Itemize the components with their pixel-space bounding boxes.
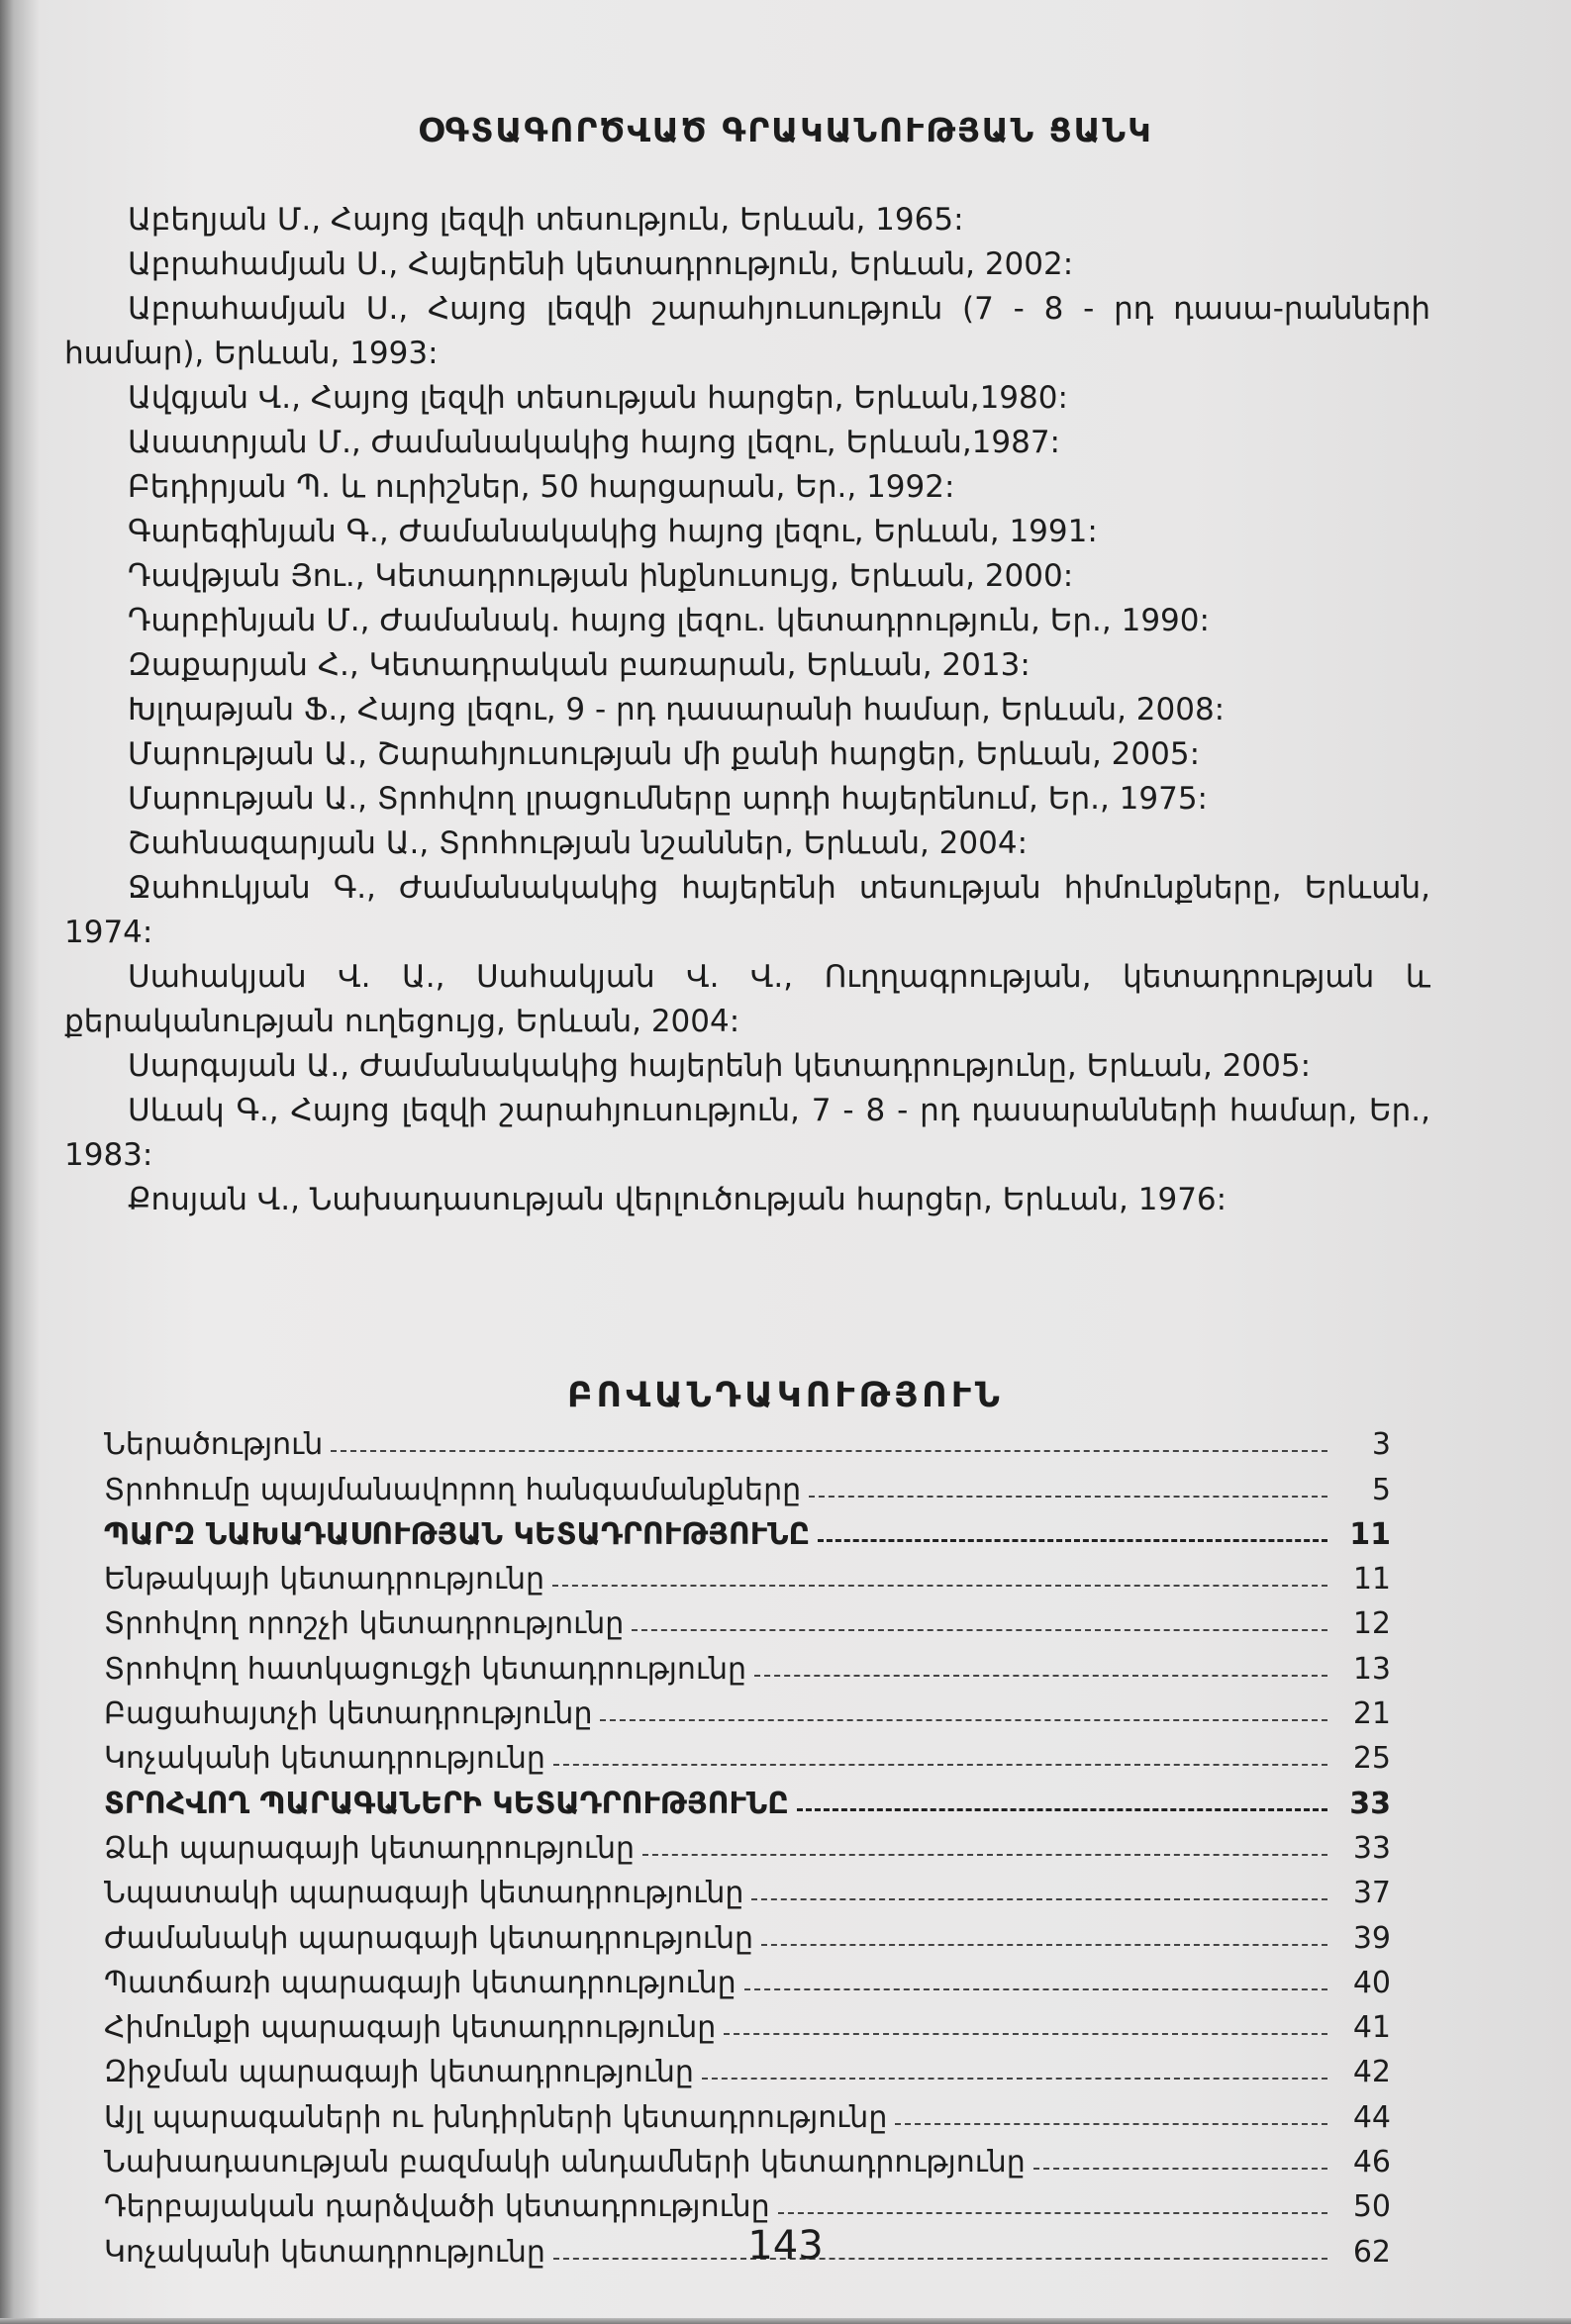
toc-row[interactable]	[104, 1597, 1391, 1641]
page-number: 143	[747, 2223, 824, 2269]
toc-dot-leader	[751, 1898, 1327, 1900]
toc-entry-title: Ժամանակի պարագայի կետադրությունը	[104, 1920, 753, 1956]
bibliography-entry: Աբրահամյան Ս., Հայոց լեզվի շարահյուսություն (7 - 8 - րդ դասա-րանների համար), Երևան, 1993:	[64, 291, 1430, 371]
bibliography-entry: Գարեգինյան Գ., Ժամանակակից հայոց լեզու, Երևան, 1991:	[128, 514, 1098, 549]
bibliography-entry: Բեդիրյան Պ. և ուրիշներ, 50 հարցարան, Եր., 1992:	[128, 469, 955, 505]
bibliography-entry: Սարգսյան Ա., Ժամանակակից հայերենի կետադրությունը, Երևան, 2005:	[128, 1048, 1312, 1084]
toc-entry-title: ՏՐՈՀՎՈՂ ՊԱՐԱԳԱՆԵՐԻ ԿԵՏԱԴՐՈՒԹՅՈՒՆԸ	[104, 1786, 789, 1821]
toc-dot-leader	[632, 1629, 1327, 1631]
toc-row[interactable]	[104, 1731, 1391, 1776]
toc-page-number: 39	[1352, 1920, 1391, 1956]
toc-page-number: 62	[1352, 2234, 1391, 2270]
toc-page-number: 33	[1349, 1786, 1391, 1821]
toc-page-number: 33	[1352, 1830, 1391, 1866]
toc-dot-leader	[761, 1944, 1327, 1946]
toc-row[interactable]	[104, 1776, 1391, 1820]
bibliography-entry: Աբեղյան Մ., Հայոց լեզվի տեսություն, Երևան, 1965:	[128, 202, 964, 238]
bibliography-entry: Դարբինյան Մ., Ժամանակ. հայոց լեզու. կետադրություն, Եր., 1990:	[128, 603, 1210, 638]
toc-dot-leader	[895, 2123, 1327, 2125]
bibliography-entry: Դավթյան Յու., Կետադրության ինքնուսույց, Երևան, 2000:	[128, 558, 1074, 594]
toc-row[interactable]	[104, 1552, 1391, 1597]
toc-page-number: 11	[1352, 1562, 1391, 1598]
toc-row[interactable]	[104, 2045, 1391, 2089]
toc-row[interactable]	[104, 2089, 1391, 2134]
toc-dot-leader	[552, 1585, 1327, 1587]
toc-page-number: 44	[1352, 2099, 1391, 2135]
toc-page-number: 11	[1349, 1516, 1391, 1552]
toc-page-number: 21	[1352, 1696, 1391, 1732]
toc-dot-leader	[702, 2078, 1327, 2080]
toc-page-number: 5	[1371, 1472, 1391, 1507]
toc-entry-title: Նախադասության բազմակի անդամների կետադրությունը	[104, 2145, 1026, 2180]
toc-entry-title: Հիմունքի պարագայի կետադրությունը	[104, 2010, 717, 2046]
toc-dot-leader	[744, 1988, 1327, 1990]
toc-dot-leader	[818, 1539, 1327, 1542]
toc-row[interactable]	[104, 2000, 1391, 2045]
toc-entry-title: Տրոհվող որոշչի կետադրությունը	[104, 1606, 625, 1642]
toc-page-number: 40	[1352, 1965, 1391, 2000]
toc-row[interactable]	[104, 1866, 1391, 1910]
toc-entry-title: Զիջման պարագայի կետադրությունը	[104, 2055, 694, 2090]
toc-dot-leader	[600, 1719, 1327, 1721]
bibliography-entry: Ավգյան Վ., Հայոց լեզվի տեսության հարցեր, Երևան,1980:	[128, 380, 1068, 416]
toc-page-number: 42	[1352, 2055, 1391, 2090]
bibliography-entry: Քոսյան Վ., Նախադասության վերլուծության հարցեր, Երևան, 1976:	[128, 1182, 1227, 1217]
toc-entry-title: Կոչականի կետադրությունը	[104, 2234, 545, 2270]
toc-entry-title: Ենթակայի կետադրությունը	[104, 1562, 545, 1598]
toc-row[interactable]	[104, 2135, 1391, 2179]
bibliography-entry: Խլղաթյան Ֆ., Հայոց լեզու, 9 - րդ դասարանի համար, Երևան, 2008:	[128, 692, 1226, 727]
bibliography-entry: Սահակյան Վ. Ա., Սահակյան Վ. Վ., Ուղղագրության, կետադրության և քերականության ուղեցույց, Երևան, 2004:	[64, 959, 1430, 1039]
table-of-contents	[104, 1417, 1391, 2270]
toc-entry-title: Այլ պարագաների ու խնդիրների կետադրությունը	[104, 2099, 888, 2135]
bibliography-entry: Ջահուկյան Գ., Ժամանակակից հայերենի տեսության հիմունքները, Երևան, 1974:	[64, 870, 1430, 950]
toc-entry-title: Բացահայտչի կետադրությունը	[104, 1696, 593, 1732]
toc-dot-leader	[1033, 2168, 1327, 2170]
toc-title: ԲՈՎԱՆԴԱԿՈՒԹՅՈՒՆ	[567, 1376, 1004, 1415]
toc-row[interactable]	[104, 1417, 1391, 1462]
page-bottom-edge	[0, 2318, 1571, 2324]
toc-row[interactable]	[104, 1956, 1391, 2000]
bibliography-entry: Սևակ Գ., Հայոց լեզվի շարահյուսություն, 7 - 8 - րդ դասարանների համար, Եր., 1983:	[64, 1093, 1430, 1173]
toc-dot-leader	[724, 2033, 1327, 2035]
bibliography-list	[64, 198, 1430, 1222]
bibliography-title: ՕԳՏԱԳՈՐԾՎԱԾ ԳՐԱԿԱՆՈՒԹՅԱՆ ՑԱՆԿ	[418, 111, 1153, 149]
toc-page-number: 41	[1352, 2010, 1391, 2046]
toc-page-number: 46	[1352, 2145, 1391, 2180]
toc-dot-leader	[642, 1854, 1327, 1856]
toc-dot-leader	[553, 1764, 1327, 1766]
toc-entry-title: Ներածություն	[104, 1427, 324, 1463]
toc-page-number: 50	[1352, 2189, 1391, 2225]
toc-entry-title: Պատճառի պարագայի կետադրությունը	[104, 1965, 736, 2000]
toc-row[interactable]	[104, 1687, 1391, 1731]
toc-entry-title: Ձևի պարագայի կետադրությունը	[104, 1830, 635, 1866]
toc-dot-leader	[778, 2212, 1327, 2214]
toc-entry-title: Կոչականի կետադրությունը	[104, 1741, 545, 1777]
toc-dot-leader	[331, 1450, 1327, 1452]
toc-page-number: 12	[1352, 1606, 1391, 1642]
bibliography-entry: Ասատրյան Մ., Ժամանակակից հայոց լեզու, Երևան,1987:	[128, 425, 1061, 460]
bibliography-entry: Աբրահամյան Ս., Հայերենի կետադրություն, Երևան, 2002:	[128, 246, 1074, 282]
toc-entry-title: Նպատակի պարագայի կետադրությունը	[104, 1876, 744, 1911]
toc-page-number: 25	[1352, 1741, 1391, 1777]
toc-row[interactable]	[104, 1910, 1391, 1955]
toc-entry-title: Դերբայական դարձվածի կետադրությունը	[104, 2189, 770, 2225]
toc-page-number: 13	[1352, 1651, 1391, 1687]
bibliography-entry: Մարության Ա., Շարահյուսության մի քանի հարցեր, Երևան, 2005:	[128, 736, 1201, 772]
toc-row[interactable]	[104, 1641, 1391, 1686]
toc-entry-title: Տրոհումը պայմանավորող հանգամանքները	[104, 1472, 802, 1507]
bibliography-entry: Շահնազարյան Ա., Տրոհության նշաններ, Երևան, 2004:	[128, 825, 1029, 861]
toc-entry-title: ՊԱՐԶ ՆԱԽԱԴԱՍՈՒԹՅԱՆ ԿԵՏԱԴՐՈՒԹՅՈՒՆԸ	[104, 1516, 811, 1552]
toc-row[interactable]	[104, 1507, 1391, 1552]
toc-dot-leader	[797, 1808, 1327, 1811]
toc-row[interactable]	[104, 2179, 1391, 2224]
toc-page-number: 37	[1352, 1876, 1391, 1911]
toc-page-number: 3	[1371, 1427, 1391, 1463]
toc-row[interactable]	[104, 1821, 1391, 1866]
bibliography-entry: Զաքարյան Հ., Կետադրական բառարան, Երևան, 2013:	[128, 647, 1031, 683]
toc-dot-leader	[754, 1675, 1327, 1677]
toc-dot-leader	[809, 1496, 1327, 1498]
bibliography-entry: Մարության Ա., Տրոհվող լրացումները արդի հայերենում, Եր., 1975:	[128, 781, 1208, 817]
toc-row[interactable]	[104, 1462, 1391, 1506]
toc-entry-title: Տրոհվող հատկացուցչի կետադրությունը	[104, 1651, 746, 1687]
